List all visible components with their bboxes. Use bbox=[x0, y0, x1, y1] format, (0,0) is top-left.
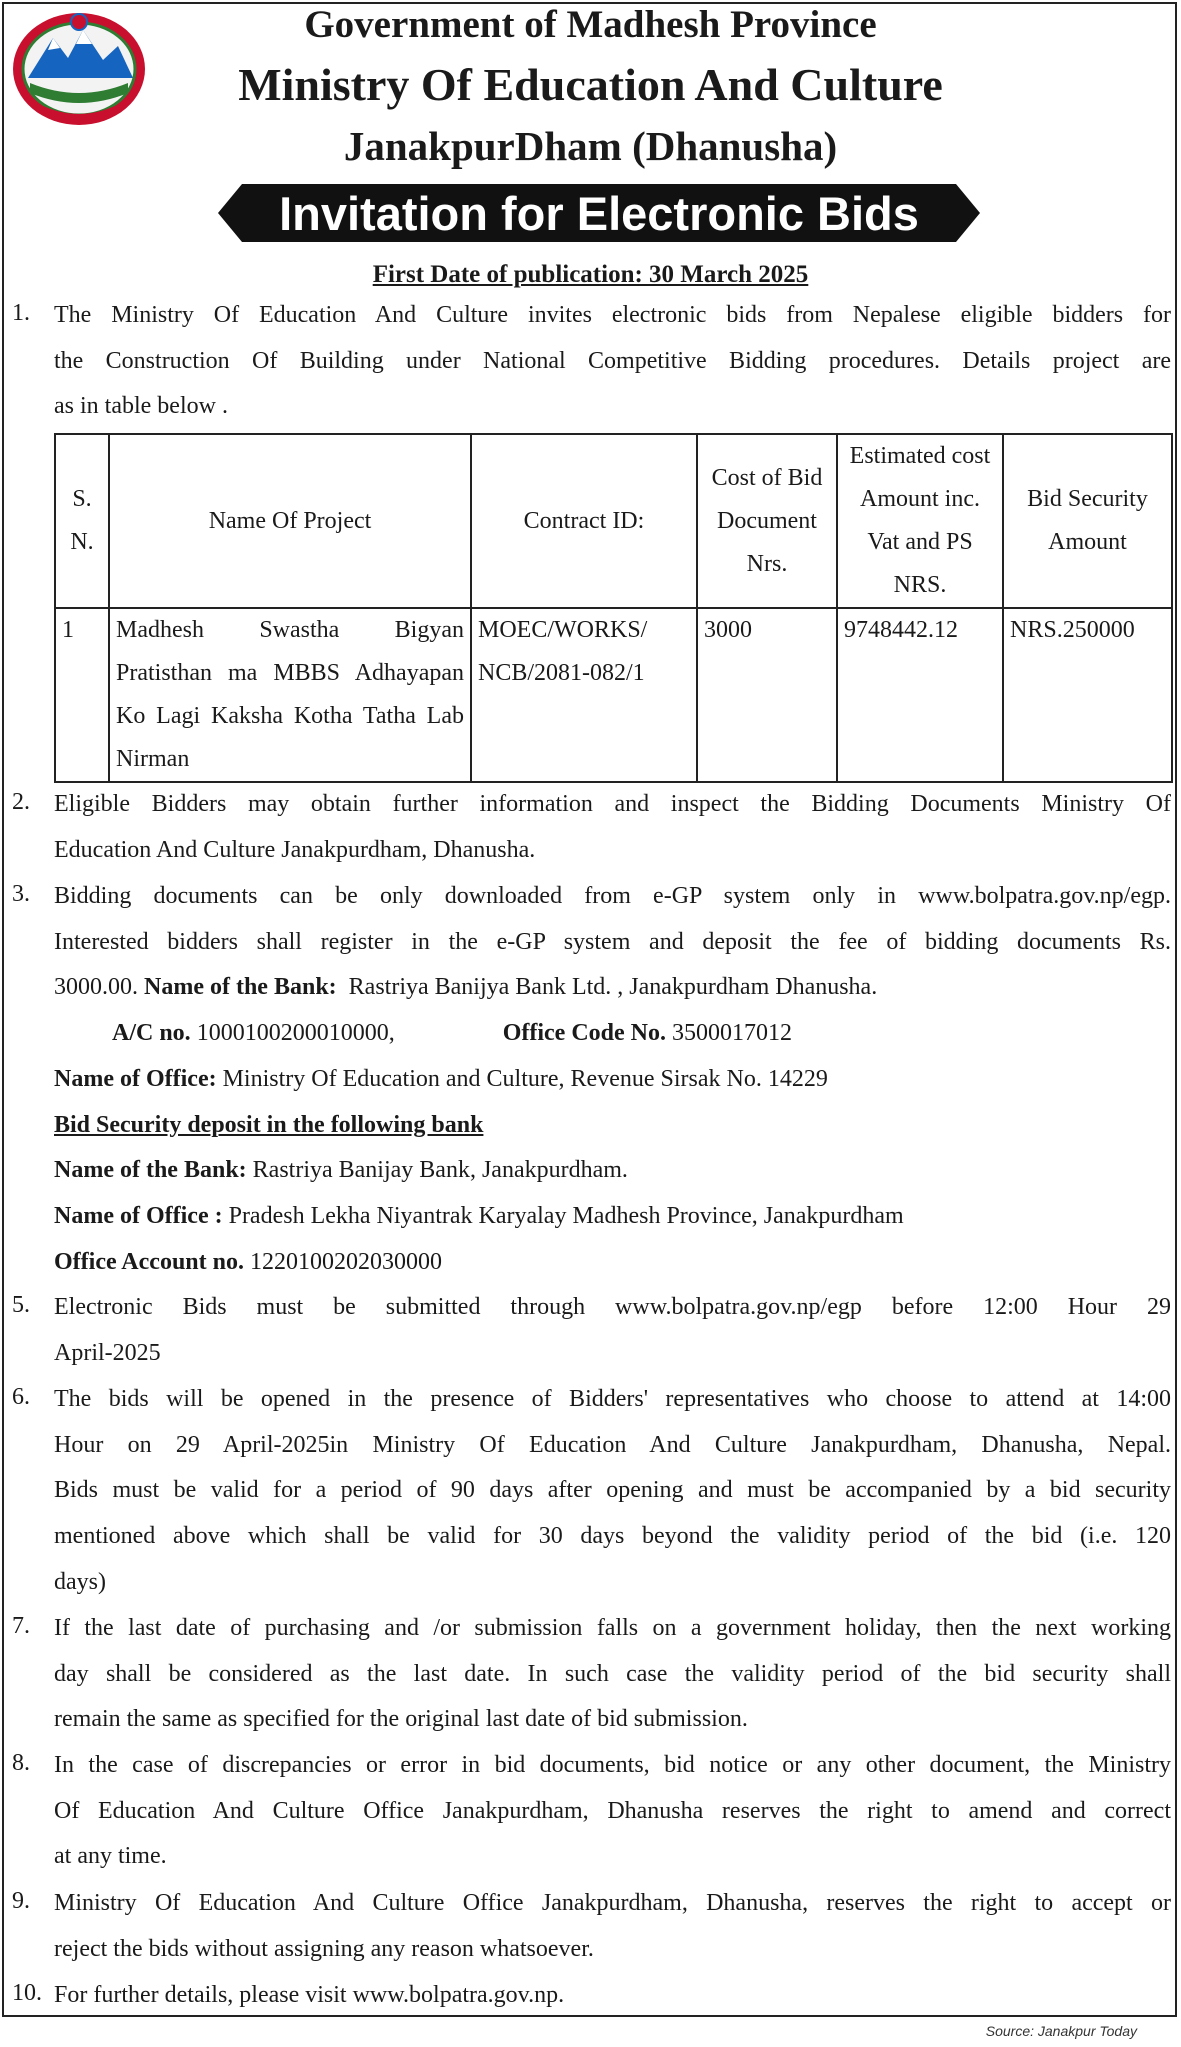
cell-contract-id: MOEC/WORKS/ NCB/2081-082/1 bbox=[471, 608, 697, 782]
item-number: 8. bbox=[12, 1750, 30, 1776]
item-line: days) bbox=[54, 1568, 106, 1595]
ministry-title: Ministry Of Education And Culture bbox=[238, 59, 943, 110]
project-table bbox=[54, 433, 1173, 783]
publication-date: First Date of publication: 30 March 2025 bbox=[372, 261, 809, 288]
item-line: Electronic Bids must be submitted through www.bolpatra.gov.np/egp before 12:00 Hour 29 bbox=[54, 1294, 1171, 1320]
location-title: JanakpurDham (Dhanusha) bbox=[343, 123, 838, 169]
item-line: Ministry Of Education And Culture Office Janakpurdham, Dhanusha, reserves the right to accept or bbox=[54, 1890, 1171, 1916]
cell-document-cost: 3000 bbox=[697, 608, 837, 782]
office-label: Name of Office: bbox=[54, 1065, 217, 1092]
item-line: Hour on 29 April-2025in Ministry Of Education And Culture Janakpurdham, Dhanusha, Nepal. bbox=[54, 1431, 1171, 1458]
account-value: 1000100200010000, bbox=[196, 1020, 395, 1047]
table-header-row bbox=[55, 434, 1172, 608]
item-line: Of Education And Culture Office Janakpurdham, Dhanusha reserves the right to amend and correct bbox=[54, 1797, 1171, 1824]
item-number: 10. bbox=[12, 1980, 42, 2006]
header-sn: S. N. bbox=[55, 434, 109, 608]
item-line: For further details, please visit www.bolpatra.gov.np. bbox=[54, 1982, 565, 2008]
bank-value: Rastriya Banijya Bank Ltd. , Janakpurdham Dhanusha. bbox=[348, 974, 878, 1001]
item-line: the Construction Of Building under National Competitive Bidding procedures. Details project are bbox=[54, 347, 1171, 374]
deposit-office-line bbox=[54, 1194, 1171, 1240]
cell-sn: 1 bbox=[55, 608, 109, 782]
deposit-bank-value: Rastriya Banijay Bank, Janakpurdham. bbox=[252, 1157, 628, 1184]
item-line: The Ministry Of Education And Culture invites electronic bids from Nepalese eligible bidders for bbox=[54, 302, 1171, 328]
account-label: A/C no. bbox=[112, 1020, 191, 1047]
item-line: mentioned above which shall be valid for 30 days beyond the validity period of the bid (i.e. 120 bbox=[54, 1523, 1171, 1550]
deposit-office-value: Pradesh Lekha Niyantrak Karyalay Madhesh Province, Janakpurdham bbox=[228, 1202, 904, 1229]
item-line: day shall be considered as the last date. In such case the validity period of the bid security shall bbox=[54, 1660, 1171, 1687]
item-line: Interested bidders shall register in the e-GP system and deposit the fee of bidding documents Rs. bbox=[54, 928, 1171, 955]
item-line: Bidding documents can be only downloaded from e-GP system only in www.bolpatra.gov.np/egp. bbox=[54, 883, 1171, 909]
header-bid-security: Bid Security Amount bbox=[1003, 434, 1172, 608]
deposit-bank-line bbox=[54, 1148, 1171, 1194]
table-row bbox=[55, 608, 1172, 782]
deposit-office-label: Name of Office : bbox=[54, 1202, 223, 1229]
item-line: The bids will be opened in the presence of Bidders' representatives who choose to attend at 14:00 bbox=[54, 1386, 1171, 1412]
cell-bid-security: NRS.250000 bbox=[1003, 608, 1172, 782]
cell-estimated-cost: 9748442.12 bbox=[837, 608, 1003, 782]
government-title: Government of Madhesh Province bbox=[304, 3, 877, 46]
header-estimated-cost: Estimated cost Amount inc. Vat and PS NRS. bbox=[837, 434, 1003, 608]
item-line: Bids must be valid for a period of 90 days after opening and must be accompanied by a bid security bbox=[54, 1477, 1171, 1504]
deposit-account-label: Office Account no. bbox=[54, 1248, 244, 1275]
item-line: Eligible Bidders may obtain further information and inspect the Bidding Documents Ministry Of bbox=[54, 791, 1171, 817]
item-number: 1. bbox=[12, 300, 30, 326]
deposit-bank-label: Name of the Bank: bbox=[54, 1157, 247, 1184]
item-number: 2. bbox=[12, 789, 30, 815]
item-number: 7. bbox=[12, 1613, 30, 1639]
deposit-account-value: 1220100202030000 bbox=[249, 1248, 442, 1275]
office-code-value: 3500017012 bbox=[671, 1020, 792, 1047]
office-line bbox=[54, 1057, 1171, 1103]
banner-title: Invitation for Electronic Bids bbox=[279, 186, 919, 240]
source-credit: Source: Janakpur Today bbox=[985, 2023, 1137, 2039]
item-line: April-2025 bbox=[54, 1339, 161, 1366]
bank-label: Name of the Bank: bbox=[144, 974, 337, 1001]
item-number: 6. bbox=[12, 1384, 30, 1410]
item-line: reject the bids without assigning any reason whatsoever. bbox=[54, 1935, 594, 1962]
item-line: as in table below . bbox=[54, 393, 228, 420]
header-project-name: Name Of Project bbox=[109, 434, 471, 608]
item-number: 9. bbox=[12, 1888, 30, 1914]
item-line: Education And Culture Janakpurdham, Dhanusha. bbox=[54, 836, 536, 863]
office-value: Ministry Of Education and Culture, Revenue Sirsak No. 14229 bbox=[222, 1065, 828, 1092]
bank-line: 3000.00. Name of the Bank: Rastriya Banijya Bank Ltd. , Janakpurdham Dhanusha. bbox=[54, 974, 878, 1001]
item-line: If the last date of purchasing and /or submission falls on a government holiday, then the next working bbox=[54, 1615, 1171, 1641]
item-line: In the case of discrepancies or error in bid documents, bid notice or any other document, the Ministry bbox=[54, 1752, 1171, 1778]
cell-project-name: Madhesh Swastha Bigyan Pratisthan ma MBBS Adhayapan Ko Lagi Kaksha Kotha Tatha Lab Nirman bbox=[109, 608, 471, 782]
header-contract-id: Contract ID: bbox=[471, 434, 697, 608]
item-line: remain the same as specified for the original last date of bid submission. bbox=[54, 1706, 748, 1733]
item-number: 5. bbox=[12, 1292, 30, 1318]
account-line bbox=[54, 1011, 1171, 1057]
item-line: at any time. bbox=[54, 1843, 167, 1870]
item-number: 3. bbox=[12, 881, 30, 907]
header-document-cost: Cost of Bid Document Nrs. bbox=[697, 434, 837, 608]
deposit-heading: Bid Security deposit in the following bank bbox=[54, 1111, 484, 1138]
title-banner bbox=[218, 184, 980, 242]
deposit-account-line bbox=[54, 1240, 1171, 1286]
office-code-label: Office Code No. bbox=[502, 1020, 666, 1047]
